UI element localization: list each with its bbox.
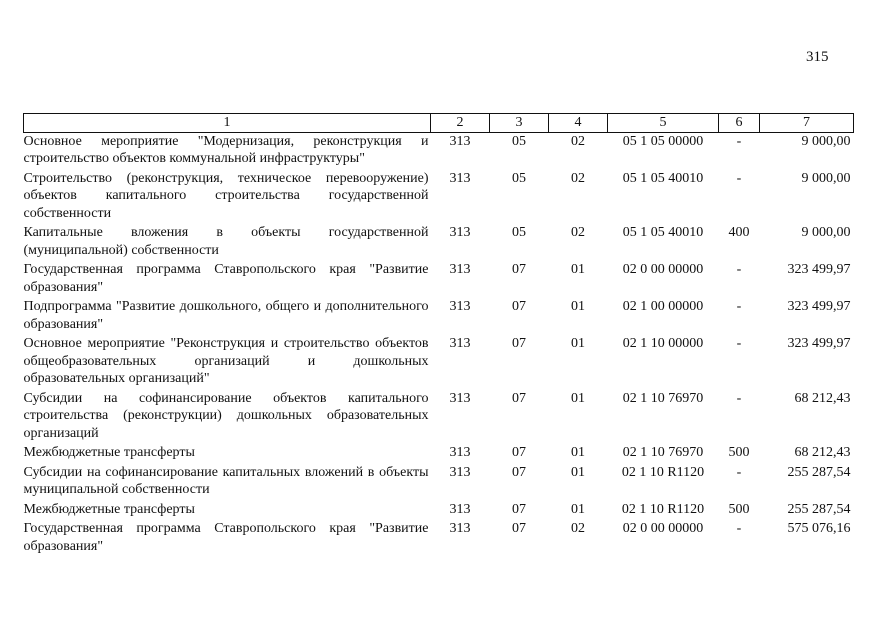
amount: 255 287,54 xyxy=(787,464,851,480)
amount: 9 000,00 xyxy=(801,133,851,149)
table-row xyxy=(24,224,854,261)
amount: 575 076,16 xyxy=(787,521,851,536)
subsection-code: 02 xyxy=(571,170,585,186)
table-row xyxy=(24,170,854,225)
row-name: Государственная программа Ставропольского края "Развитие образования" xyxy=(23,521,429,554)
target-code: 02 1 00 00000 xyxy=(622,299,704,314)
expense-type-code: - xyxy=(736,336,742,351)
table-row xyxy=(24,298,854,335)
target-code: 05 1 05 40010 xyxy=(622,225,704,240)
budget-table xyxy=(23,113,854,557)
subsection-code: 01 xyxy=(571,501,585,517)
subsection-code: 01 xyxy=(571,299,585,314)
expense-type-code: - xyxy=(736,390,742,406)
table-row xyxy=(24,261,854,298)
ministry-code: 313 xyxy=(449,445,471,460)
subsection-code: 02 xyxy=(571,521,585,536)
ministry-code: 313 xyxy=(449,464,471,480)
ministry-code: 313 xyxy=(449,521,471,536)
subsection-code: 02 xyxy=(571,225,585,240)
amount: 68 212,43 xyxy=(794,390,851,406)
table-row xyxy=(24,520,854,557)
section-code: 07 xyxy=(512,262,526,277)
row-name: Межбюджетные трансферты xyxy=(23,445,195,460)
ministry-code: 313 xyxy=(449,299,471,314)
amount: 323 499,97 xyxy=(787,262,851,277)
expense-type-code: - xyxy=(736,262,742,277)
header-row xyxy=(24,114,854,133)
table-row xyxy=(24,335,854,390)
subsection-code: 01 xyxy=(571,464,585,480)
target-code: 02 0 00 00000 xyxy=(622,262,704,277)
target-code: 02 1 10 76970 xyxy=(622,390,704,406)
ministry-code: 313 xyxy=(449,170,471,186)
section-code: 05 xyxy=(512,133,526,149)
row-name: Основное мероприятие "Модернизация, реконструкция и строительство объектов коммунальной инфраструктуры" xyxy=(23,133,429,166)
expense-type-code: - xyxy=(736,521,742,536)
target-code: 02 1 10 00000 xyxy=(622,336,704,351)
row-name: Субсидии на софинансирование капитальных вложений в объекты муниципальной собственности xyxy=(23,464,429,497)
amount: 323 499,97 xyxy=(787,336,851,351)
expense-type-code: 400 xyxy=(728,225,750,240)
expense-type-code: 500 xyxy=(728,445,750,460)
expense-type-code: - xyxy=(736,464,742,480)
table-row xyxy=(24,501,854,521)
subsection-code: 01 xyxy=(571,445,585,460)
amount: 323 499,97 xyxy=(787,299,851,314)
subsection-code: 01 xyxy=(571,336,585,351)
subsection-code: 01 xyxy=(571,262,585,277)
row-name: Капитальные вложения в объекты государственной (муниципальной) собственности xyxy=(23,225,429,258)
column-header: 1 xyxy=(24,114,431,133)
section-code: 05 xyxy=(512,170,526,186)
table-row xyxy=(24,390,854,445)
column-header: 2 xyxy=(431,114,490,133)
expense-type-code: 500 xyxy=(728,501,750,517)
target-code: 02 1 10 R1120 xyxy=(621,501,705,517)
ministry-code: 313 xyxy=(449,133,471,149)
page-number: 315 xyxy=(806,49,829,65)
expense-type-code: - xyxy=(736,299,742,314)
table-row xyxy=(24,464,854,501)
expense-type-code: - xyxy=(736,170,742,186)
target-code: 02 1 10 76970 xyxy=(622,445,704,460)
expense-type-code: - xyxy=(736,133,742,149)
amount: 68 212,43 xyxy=(794,445,851,460)
row-name: Подпрограмма "Развитие дошкольного, общего и дополнительного образования" xyxy=(23,299,429,332)
subsection-code: 01 xyxy=(571,390,585,406)
ministry-code: 313 xyxy=(449,501,471,517)
ministry-code: 313 xyxy=(449,225,471,240)
section-code: 05 xyxy=(512,225,526,240)
section-code: 07 xyxy=(512,464,526,480)
section-code: 07 xyxy=(512,336,526,351)
amount: 9 000,00 xyxy=(801,170,851,186)
ministry-code: 313 xyxy=(449,390,471,406)
row-name: Межбюджетные трансферты xyxy=(23,501,195,517)
column-header: 4 xyxy=(549,114,608,133)
row-name: Субсидии на софинансирование объектов капитального строительства (реконструкции) дошкольных образовательных организаций xyxy=(23,390,429,441)
row-name: Строительство (реконструкция, техническое перевооружение) объектов капитального строительства государственной собственности xyxy=(23,170,429,221)
section-code: 07 xyxy=(512,521,526,536)
amount: 255 287,54 xyxy=(787,501,851,517)
table-row xyxy=(24,444,854,464)
ministry-code: 313 xyxy=(449,262,471,277)
row-name: Основное мероприятие "Реконструкция и строительство объектов общеобразовательных организаций и дошкольных образовательных организаций" xyxy=(23,336,429,386)
table-row xyxy=(24,132,854,170)
row-name: Государственная программа Ставропольского края "Развитие образования" xyxy=(23,262,429,295)
target-code: 05 1 05 00000 xyxy=(622,133,704,149)
subsection-code: 02 xyxy=(571,133,585,149)
target-code: 02 1 10 R1120 xyxy=(621,464,705,480)
section-code: 07 xyxy=(512,501,526,517)
column-header: 3 xyxy=(490,114,549,133)
section-code: 07 xyxy=(512,445,526,460)
section-code: 07 xyxy=(512,390,526,406)
target-code: 02 0 00 00000 xyxy=(622,521,704,536)
section-code: 07 xyxy=(512,299,526,314)
column-header: 6 xyxy=(719,114,760,133)
column-header: 7 xyxy=(760,114,854,133)
target-code: 05 1 05 40010 xyxy=(622,170,704,186)
ministry-code: 313 xyxy=(449,336,471,351)
amount: 9 000,00 xyxy=(801,225,851,240)
column-header: 5 xyxy=(608,114,719,133)
